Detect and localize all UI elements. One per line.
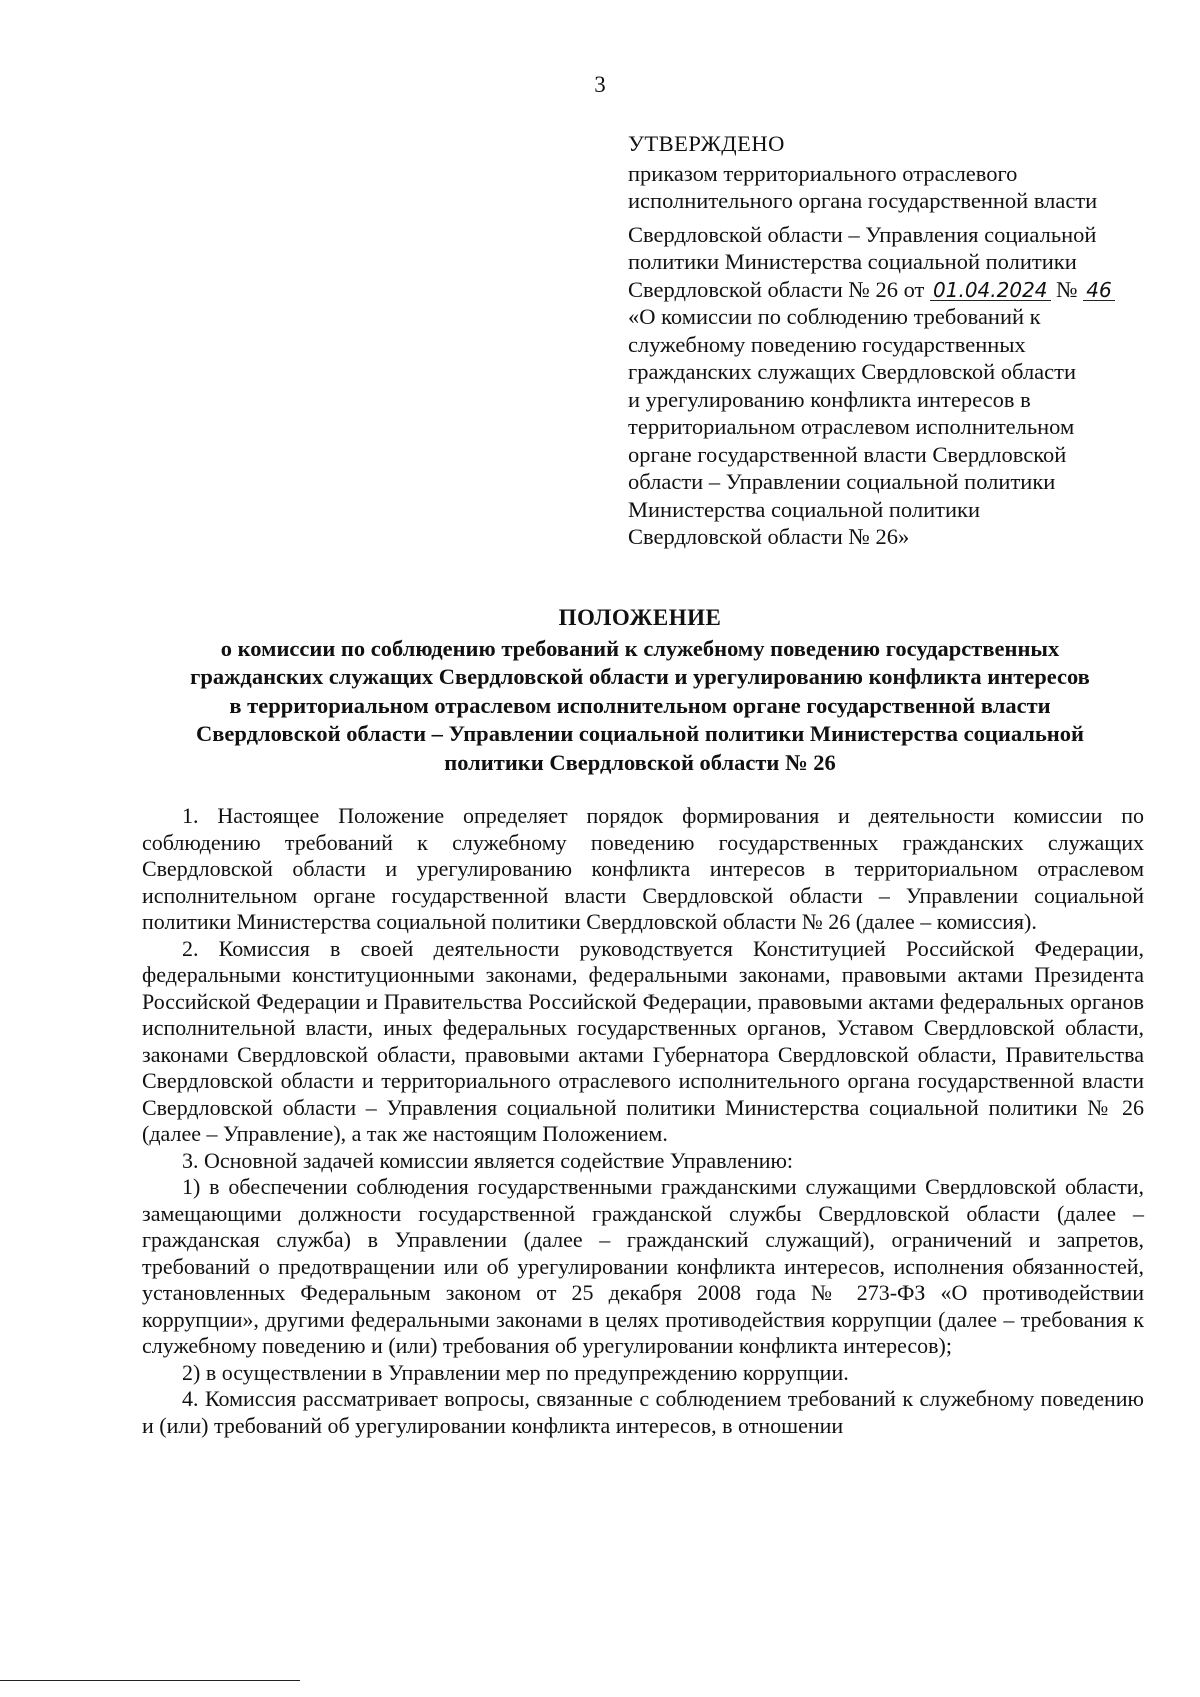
paragraph: 4. Комиссия рассматривает вопросы, связанные с соблюдением требований к служебному поведению и (или) требований об урегулировании конфликта интересов, в отношении (142, 1386, 1144, 1438)
approval-line: гражданских служащих Свердловской области (628, 359, 1077, 384)
paragraph: 1. Настоящее Положение определяет порядок формирования и деятельности комиссии по соблюдению требований к служебному поведению государственных гражданских служащих Свердловской области и урегулированию конфликта интересов в территориальном отраслевом исполнительном органе государственной власти Свердловской области – Управлении социальной политики Министерства социальной политики Свердловской области № 26 (далее – комиссия). (142, 803, 1144, 934)
approval-line: «О комиссии по соблюдению требований к (628, 304, 1041, 329)
page-number: 3 (594, 72, 606, 97)
heading-line: о комиссии по соблюдению требований к служебному поведению государственных (220, 635, 1060, 661)
approval-line: Министерства социальной политики (628, 496, 981, 522)
approval-line: и урегулированию конфликта интересов в (628, 386, 1031, 412)
approval-line: Свердловской области № 26» (628, 524, 910, 549)
order-number-label: № (1056, 276, 1078, 302)
approval-line: органе государственной власти Свердловской (628, 441, 1067, 467)
order-line-prefix: Свердловской области № 26 от (628, 276, 925, 302)
approval-title: УТВЕРЖДЕНО (628, 131, 785, 156)
approval-line: области – Управлении социальной политики (628, 469, 1056, 494)
handwritten-order-date: 01.04.2024 (930, 280, 1051, 301)
heading-title: ПОЛОЖЕНИЕ (558, 605, 722, 630)
paragraph: 3. Основной задачей комиссии является содействие Управлению: (182, 1147, 794, 1173)
paragraph: 2. Комиссия в своей деятельности руководствуется Конституцией Российской Федерации, федеральными конституционными законами, федеральными законами, правовыми актами Президента Российской Федерации и Правительства Российской Федерации, правовыми актами федеральных органов исполнительной власти, иных федеральных государственных органов, Уставом Свердловской области, законами Свердловской области, правовыми актами Губернатора Свердловской области, Правительства Свердловской области и территориального отраслевого исполнительного органа государственной власти Свердловской области – Управления социальной политики Министерства социальной политики № 26 (далее – Управление), а так же настоящим Положением. (142, 935, 1144, 1146)
paragraph: 2) в осуществлении в Управлении мер по предупреждению коррупции. (182, 1359, 849, 1385)
handwritten-order-number: 46 (1083, 280, 1114, 301)
heading-line: Свердловской области – Управлении социальной политики Министерства социальной (196, 721, 1084, 746)
paragraph: 1) в обеспечении соблюдения государственными гражданскими служащими Свердловской области, замещающими должности государственной гражданской службы Свердловской области (далее – гражданская служба) в Управлении (далее – гражданский служащий), ограничений и запретов, требований о предотвращении или об урегулировании конфликта интересов, исполнения обязанностей, установленных Федеральным законом от 25 декабря 2008 года № 273-ФЗ «О противодействии коррупции», другими федеральными законами в целях противодействия коррупции (далее – требования к служебному поведению и (или) требования об урегулировании конфликта интересов); (142, 1174, 1144, 1358)
heading-line: гражданских служащих Свердловской области и урегулированию конфликта интересов (190, 664, 1090, 689)
approval-line: исполнительного органа государственной власти (628, 188, 1098, 213)
approval-line: Свердловской области – Управления социальной (628, 221, 1097, 247)
heading-line: в территориальном отраслевом исполнительном органе государственной власти (229, 692, 1051, 718)
approval-block (628, 130, 1148, 551)
footnote-divider (0, 1680, 300, 1681)
approval-line: служебному поведению государственных (628, 331, 1026, 357)
document-body (142, 803, 1144, 1439)
approval-line: политики Министерства социальной политики (628, 249, 1077, 274)
approval-line: приказом территориального отраслевого (628, 160, 1018, 186)
approval-line: территориальном отраслевом исполнительном (628, 414, 1075, 439)
heading-line: политики Свердловской области № 26 (444, 749, 836, 775)
approval-order-line (628, 276, 1148, 304)
document-heading (140, 604, 1140, 777)
